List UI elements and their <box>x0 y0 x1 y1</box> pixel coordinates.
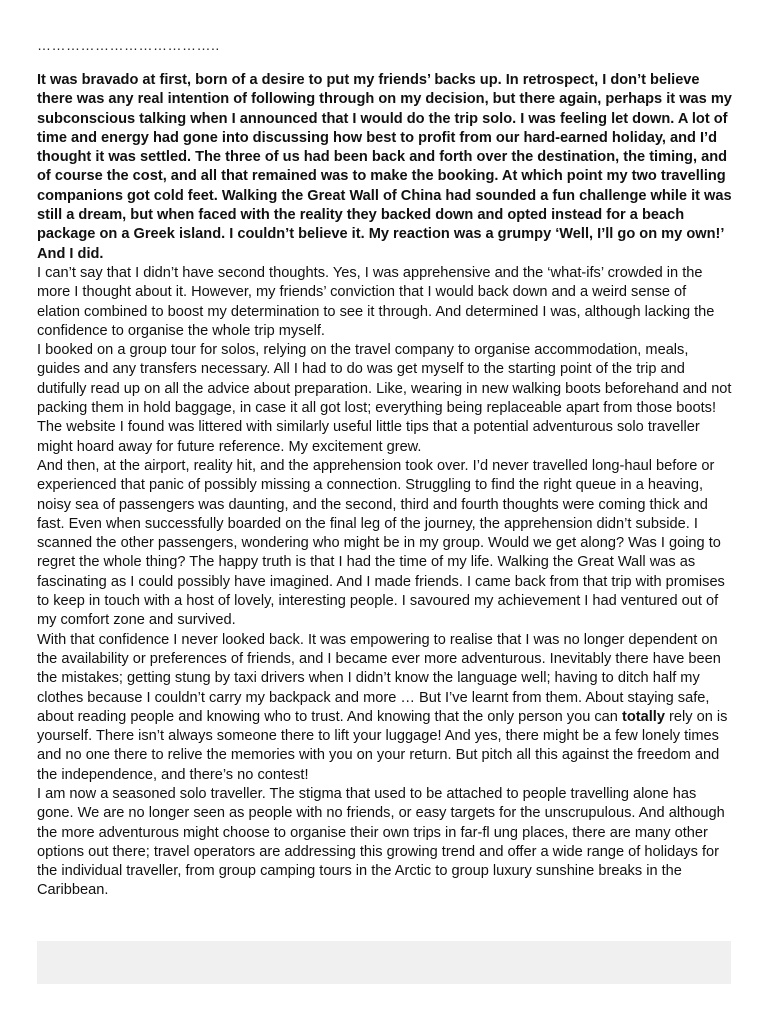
lead-paragraph: It was bravado at first, born of a desire to put my friends’ backs up. In retrospect, I don’t believe there was any real intention of following through on my decision, but there again, perhaps it was my subconscious talking when I announced that I would do the trip solo. I was feeling let down. A lot of time and energy had gone into discussing how best to profit from our hard-earned holiday, and I’d thought it was settled. The three of us had been back and forth over the destination, the timing, and of course the cost, and all that remained was to make the booking. At which point my two travelling companions got cold feet. Walking the Great Wall of China had sounded a fun challenge while it was still a dream, but when faced with the reality they backed down and opted instead for a beach package on a Greek island. I couldn’t believe it. My reaction was a grumpy ‘Well, I’ll go on my own!’ And I did. <box>37 72 732 262</box>
paragraph-confidence-part2: rely on is yourself. There isn’t always someone there to lift your luggage! And yes, there might be a few lonely times and no one there to relive the memories with you on your return. But pitch all this against the freedom and the independence, and there’s no contest! <box>37 708 728 783</box>
footer-bar <box>37 941 731 984</box>
paragraph-second-thoughts: I can’t say that I didn’t have second thoughts. Yes, I was apprehensive and the ‘what-ifs’ crowded in the more I thought about it. However, my friends’ conviction that I would back down and a weird sense of elation combined to boost my determination to see it through. And determined I was, although lacking the confidence to organise the whole trip myself. <box>37 264 715 339</box>
emphasis-totally: totally <box>621 708 665 725</box>
paragraph-airport: And then, at the airport, reality hit, and the apprehension took over. I’d never travelled long-haul before or experienced that panic of possibly missing a connection. Struggling to find the right queue in a heaving, noisy sea of passengers was daunting, and the second, third and fourth thoughts were coming thick and fast. Even when successfully boarded on the final leg of the journey, the apprehension didn’t subside. I scanned the other passengers, wondering who might be in my group. Would we get along? Was I going to regret the whole thing? The happy truth is that I had the time of my life. Walking the Great Wall was as fascinating as I could possibly have imagined. And I made friends. I came back from that trip with promises to keep in touch with a host of lovely, interesting people. I savoured my achievement I had ventured out of my comfort zone and survived. <box>37 457 725 629</box>
paragraph-confidence-part1: With that confidence I never looked back. It was empowering to realise that I was no longer dependent on the availability or preferences of friends, and I became ever more adventurous. Inevitably there have been the mistakes; getting stung by taxi drivers when I didn’t know the language well; having to ditch half my clothes because I couldn’t carry my backpack and more … But I’ve learnt from them. About staying safe, about reading people and knowing who to trust. And knowing that the only person you can <box>37 631 721 725</box>
dotted-separator: ……………………………….. <box>37 37 220 53</box>
paragraph-group-tour: I booked on a group tour for solos, relying on the travel company to organise accommodation, meals, guides and any transfers necessary. All I had to do was get myself to the starting point of the trip and dutifully read up on all the advice about preparation. Like, wearing in new walking boots beforehand and not packing them in hold baggage, in case it all got lost; everything being replaceable apart from those boots! The website I found was littered with similarly useful little tips that a potential adventurous solo traveller might hoard away for future reference. My excitement grew. <box>37 342 732 455</box>
paragraph-confidence <box>37 631 733 785</box>
paragraph-seasoned-traveller: I am now a seasoned solo traveller. The stigma that used to be attached to people travelling alone has gone. We are no longer seen as people with no friends, or easy targets for the unscrupulous. And although the more adventurous might choose to organise their own trips in far-fl ung places, there are many other options out there; travel operators are addressing this growing trend and offer a wide range of holidays for the individual traveller, from group camping tours in the Arctic to group luxury sunshine breaks in the Caribbean. <box>37 785 725 899</box>
article <box>37 36 733 901</box>
